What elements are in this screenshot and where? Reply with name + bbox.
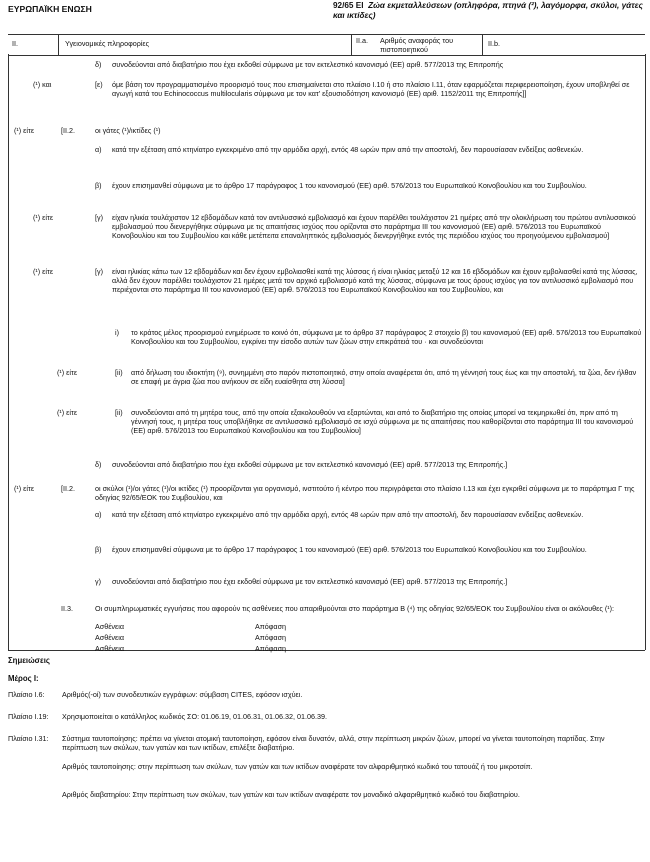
row-letter: γ) [95,577,101,586]
note-text: Αριθμός διαβατηρίου: Στην περίπτωση των σκύλων, των γατών και των ικτίδων αναφέρατε τον μοναδικό αλφαριθμητικό κωδικό του διαβατηρίου. [62,790,520,799]
row-text: το κράτος μέλος προορισμού ενημέρωσε το κοινό ότι, σύμφωνα με το άρθρο 37 παράγραφος 2 στοιχείο β) του κανονισμού (ΕΕ) αριθ. 576/2013 του Ευρωπαϊκού Κοινοβουλίου και του Συμβουλίου, εγκρίνει την είσοδο αυτών των ζώων στην επικράτειά του · και συνοδεύονται [131,328,642,347]
row-letter: [ii) [115,368,123,377]
decision-label: Απόφαση [255,622,286,631]
row-text: είναι ηλικίας κάτω των 12 εβδομάδων και δεν έχουν εμβολιασθεί κατά της λύσσας ή είναι ηλικίας μεταξύ 12 και 16 εβδομάδων και έχουν εμβολιασθεί κατά της λύσσας, αλλά δεν έχουν παρέλθει τουλάχιστον 21 ημέρες μετά τον αρχικό εμβολιασμό κατά της λύσσας, σύμφωνα με τους όρους ισχύος για τον αντιλυσσικό εμβολιασμό που περιέχονται στο παράρτημα III του κανονισμού (ΕΕ) αριθ. 576/2013 του Ευρωπαϊκού Κοινοβουλίου και του Συμβουλίου, και [112,267,638,295]
row-marker: (¹) είτε [33,213,54,222]
row-letter: [γ) [95,213,103,222]
disease-label: Ασθένεια [95,622,124,631]
row-letter: [ε) [95,80,103,89]
row-number: II.3. [61,604,73,613]
disease-label: Ασθένεια [95,644,124,653]
frame-right-border [645,54,646,650]
row-marker: (¹) είτε [57,408,78,417]
document-header-right [333,1,645,20]
note-label: Πλαίσιο I.19: [8,712,49,721]
row-text: συνοδεύονται από διαβατήριο που έχει εκδοθεί σύμφωνα με τον εκτελεστικό κανονισμό (ΕΕ) αριθ. 577/2013 της Επιτροπής [112,60,504,69]
divider [482,35,483,55]
row-marker: (¹) είτε [14,126,35,135]
notes-heading: Σημειώσεις [8,656,50,665]
row-letter: [γ) [95,267,103,276]
row-text: οι γάτες (¹)/ικτίδες (¹) [95,126,161,135]
row-text: από δήλωση του ιδιοκτήτη (⁹), συνημμένη στο παρόν πιστοποιητικό, στην οποία αναφέρεται ότι, από τη γέννησή τους έως και την αποστολή, τα ζώα, δεν ήλθαν σε επαφή με άγρια ζώα που ανήκουν σε είδη ευαίσθητα στη λύσσα] [131,368,637,387]
frame-left-border [8,54,9,650]
section-header-row [8,34,645,56]
row-number: [II.2. [61,484,75,493]
row-text: έχουν επισημανθεί σύμφωνα με το άρθρο 17 παράγραφος 1 του κανονισμού (ΕΕ) αριθ. 576/2013 του Ευρωπαϊκού Κοινοβουλίου και του Συμβουλίου. [112,181,587,190]
row-letter: [ii) [115,408,123,417]
row-letter: δ) [95,60,102,69]
note-label: Πλαίσιο I.6: [8,690,45,699]
row-marker: (¹) είτε [33,267,54,276]
decision-label: Απόφαση [255,633,286,642]
certificate-code: 92/65 ΕΙ [333,1,364,10]
row-text: έχουν επισημανθεί σύμφωνα με το άρθρο 17 παράγραφος 1 του κανονισμού (ΕΕ) αριθ. 576/2013 του Ευρωπαϊκού Κοινοβουλίου και του Συμβουλίου. [112,545,587,554]
row-number: [II.2. [61,126,75,135]
divider [58,35,59,55]
row-text: είχαν ηλικία τουλάχιστον 12 εβδομάδων κατά τον αντιλυσσικό εμβολιασμό και έχουν παρέλθει τουλάχιστον 21 ημέρες από την ολοκλήρωση του πρώτου αντιλυσσικού εμβολιασμού που διενεργήθηκε σύμφωνα με τις απαιτήσεις ισχύος που ορίζονται στο παράρτημα III του κανονισμού (ΕΕ) αριθ. 576/2013 του Ευρωπαϊκού Κοινοβουλίου και του Συμβουλίου και κάθε μετέπειτα επαναληπτικός εμβολιασμός διενεργήθηκε εντός της περιόδου ισχύος του προηγούμενου εμβολιασμού] [112,213,636,241]
row-letter: β) [95,545,102,554]
notes-part: Μέρος I: [8,674,39,683]
divider [351,35,352,55]
disease-label: Ασθένεια [95,633,124,642]
section-title: Υγειονομικές πληροφορίες [65,39,150,48]
row-marker: (¹) και [33,80,52,89]
decision-label: Απόφαση [255,644,286,653]
document-header-left: ΕΥΡΩΠΑΪΚΗ ΕΝΩΣΗ [8,4,92,14]
row-text: όμε βάση τον προγραμματισμένο προορισμό τους που επισημαίνεται στο πλαίσιο I.10 ή στο πλαίσιο I.11, όταν εφαρμόζεται περιφερειοποίηση, έχουν υποβληθεί σε αγωγή κατά του Echinococcus multilocularis σύμφωνα με τον κατ' εξουσιοδότηση κανονισμό (ΕΕ) αριθ. 1152/2011 της Επιτροπής]] [112,80,630,99]
note-text: Σύστημα ταυτοποίησης: πρέπει να γίνεται ατομική ταυτοποίηση, εφόσον είναι δυνατόν, αλλά, στην περίπτωση μικρών ζώων, μπορεί να γίνεται ταυτοποίηση παρτίδας. Στην περίπτωση των σκύλων, των γατών και των ικτίδων, επιλέξτε διαβατήριο. [62,734,605,753]
row-letter: i) [115,328,119,337]
row-letter: β) [95,181,102,190]
reference-b-label: II.b. [488,39,500,48]
row-text: συνοδεύονται από τη μητέρα τους, από την οποία εξακολουθούν να εξαρτώνται, και από το διαβατήριο της οποίας μπορεί να τεκμηριωθεί ότι, πριν από τη γέννησή τους, η μητέρα τους υποβλήθηκε σε αντιλυσσικό εμβολιασμό σε ισχύ σύμφωνα με τις απαιτήσεις που καθορίζονται στο παράρτημα III του κανονισμού (ΕΕ) αριθ. 576/2013 του Ευρωπαϊκού Κοινοβουλίου και του Συμβουλίου] [131,408,634,436]
note-text: Αριθμός ταυτοποίησης: στην περίπτωση των σκύλων, των γατών και των ικτίδων αναφέρατε τον αλφαριθμητικό κωδικό του τατουάζ ή του μικροτσίπ. [62,762,533,771]
row-text: κατά την εξέταση από κτηνίατρο εγκεκριμένο από την αρμόδια αρχή, εντός 48 ωρών πριν από την αποστολή, δεν παρουσίασαν ενδείξεις ασθενειών. [112,145,584,154]
row-letter: α) [95,510,102,519]
row-marker: (¹) είτε [14,484,35,493]
row-text: συνοδεύονται από διαβατήριο που έχει εκδοθεί σύμφωνα με τον εκτελεστικό κανονισμό (ΕΕ) αριθ. 577/2013 της Επιτροπής.] [112,577,508,586]
reference-label: II.a. [356,36,368,45]
row-marker: (¹) είτε [57,368,78,377]
row-text: Οι συμπληρωματικές εγγυήσεις που αφορούν τις ασθένειες που απαριθμούνται στο παράρτημα Β (⁴) της οδηγίας 92/65/ΕΟΚ του Συμβουλίου είναι οι ακόλουθες (¹): [95,604,615,613]
row-letter: α) [95,145,102,154]
row-text: συνοδεύονται από διαβατήριο που έχει εκδοθεί σύμφωνα με τον εκτελεστικό κανονισμό (ΕΕ) αριθ. 577/2013 της Επιτροπής.] [112,460,508,469]
note-text: Χρησιμοποιείται ο κατάλληλος κωδικός ΣΟ: 01.06.19, 01.06.31, 01.06.32, 01.06.39. [62,712,327,721]
row-text: οι σκύλοι (¹)/οι γάτες (¹)/οι ικτίδες (¹) προορίζονται για οργανισμό, ινστιτούτο ή κέντρο που περιγράφεται στο πλαίσιο I.13 και έχει εγκριθεί σύμφωνα με το παράρτημα Γ της οδηγίας 92/65/ΕΟΚ του Συμβουλίου, και [95,484,635,503]
row-letter: δ) [95,460,102,469]
note-label: Πλαίσιο I.31: [8,734,49,743]
certificate-title: Ζώα εκμεταλλεύσεων (οπληφόρα, πτηνά (²), λαγόμορφα, σκύλοι, γάτες και ικτίδες) [333,1,643,20]
section-number: II. [12,39,18,48]
row-text: κατά την εξέταση από κτηνίατρο εγκεκριμένο από την αρμόδια αρχή, εντός 48 ωρών πριν από την αποστολή, δεν παρουσίασαν ενδείξεις ασθενειών. [112,510,584,519]
reference-title: Αριθμός αναφοράς του πιστοποιητικού [380,36,454,54]
note-text: Αριθμός(-οί) των συνοδευτικών εγγράφων: σύμβαση CITES, εφόσον ισχύει. [62,690,303,699]
